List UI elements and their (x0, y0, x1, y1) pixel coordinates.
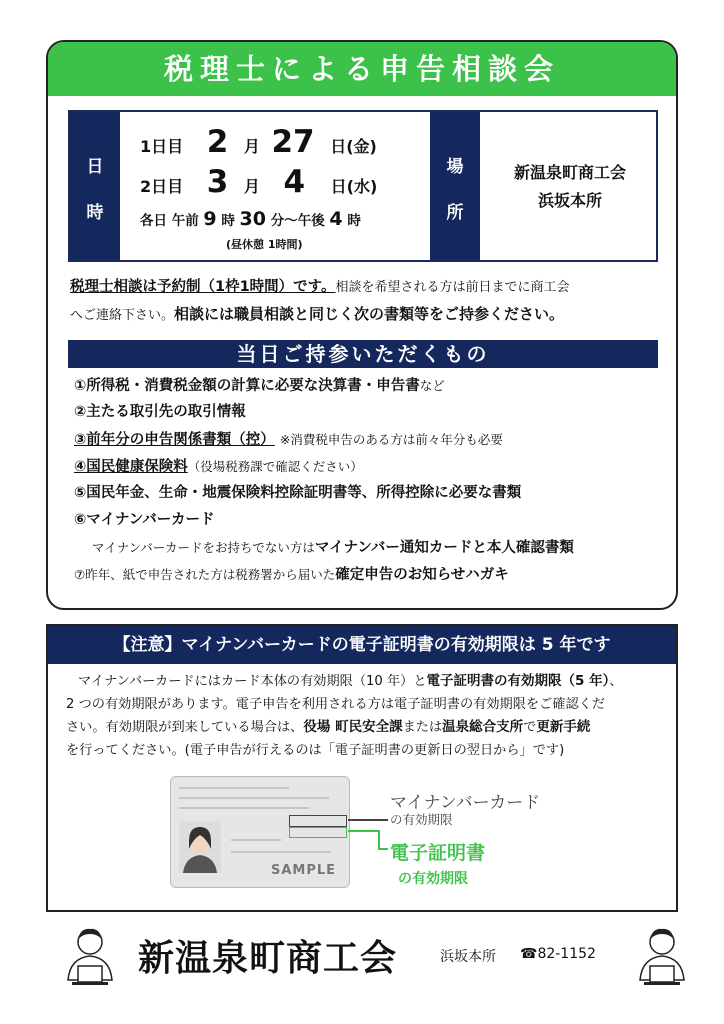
date-label-char-1: 日 (86, 157, 104, 177)
item-text: ③前年分の申告関係書類（控） (74, 432, 275, 448)
notice-bold: 役場 町民安全課 (303, 719, 403, 735)
notice-text: 、 (609, 674, 623, 689)
person-at-laptop-icon (58, 924, 122, 990)
item-text: ②主たる取引先の取引情報 (74, 404, 246, 420)
time-start-minute: 30 (239, 208, 266, 230)
day2-day: 4 (283, 164, 306, 200)
person-at-laptop-icon (630, 924, 694, 990)
list-item (74, 453, 664, 480)
reservation-text-2: へご連絡下さい。 (70, 308, 175, 323)
item-text: ⑥マイナンバーカード (74, 512, 215, 528)
time-end-unit: 時 (347, 213, 361, 229)
card-sample-mark: SAMPLE (271, 863, 337, 878)
day1-month-unit: 月 (243, 137, 260, 156)
notice-bold: 温泉総合支所 (442, 719, 524, 735)
item-text: ⑤国民年金、生命・地震保険料控除証明書等、所得控除に必要な書類 (74, 485, 522, 501)
item-note: ⑦昨年、紙で申告された方は税務署から届いた (74, 567, 336, 582)
day2-day-unit: 日(水) (330, 177, 378, 196)
list-item (74, 534, 664, 561)
item-note: マイナンバーカードをお持ちでない方は (92, 540, 315, 555)
list-item (74, 426, 664, 453)
time-row (140, 208, 361, 230)
day1-prefix: 1日目 (140, 137, 184, 156)
footer-org-name: 新温泉町商工会 (138, 938, 398, 979)
item-note: （役場税務課で確認ください） (187, 459, 363, 474)
schedule-table (68, 110, 658, 262)
reservation-text (70, 274, 660, 329)
item-text: マイナンバー通知カードと本人確認書類 (314, 540, 574, 556)
day1-row (140, 124, 377, 160)
mynumber-expiry-sublabel: の有効期限 (390, 812, 453, 827)
footer-branch: 浜坂本所 (440, 949, 496, 965)
place-name: 新温泉町商工会 (513, 163, 626, 182)
notice-text: さい。有効期限が到来している場合は、 (66, 720, 304, 735)
reservation-line-2 (70, 301, 660, 329)
bring-heading: 当日ご持参いただくもの (68, 340, 658, 368)
place-label-char-2: 所 (446, 203, 464, 223)
notice-line-2: 2 つの有効期限があります。電子申告を利用される方は電子証明書の有効期限をご確認くだ (66, 697, 606, 712)
date-label (70, 112, 120, 260)
time-end-hour: 4 (329, 208, 343, 230)
certificate-expiry-label: 電子証明書 (390, 842, 486, 864)
reservation-notice: 税理士相談は予約制（1枠1時間）です。 (70, 279, 336, 295)
day2-month: 3 (206, 164, 229, 200)
reservation-text-1: 相談を希望される方は前日までに商工会 (335, 280, 570, 295)
notice-heading: 【注意】マイナンバーカードの電子証明書の有効期限は 5 年です (48, 626, 676, 664)
day1-day-unit: 日(金) (330, 137, 377, 156)
notice-bold: 電子証明書の有効期限（5 年） (426, 673, 610, 689)
list-item (74, 561, 664, 588)
list-item (74, 480, 664, 507)
day2-row (140, 164, 377, 200)
mynumber-expiry-label: マイナンバーカード (390, 793, 541, 813)
bring-list (74, 372, 664, 588)
notice-text: マイナンバーカードにはカード本体の有効期限（10 年）と (78, 674, 427, 689)
list-item (74, 507, 664, 534)
item-text: ①所得税・消費税金額の計算に必要な決算書・申告書 (74, 378, 420, 394)
reservation-bring-note: 相談には職員相談と同じく次の書類等をご持参ください。 (174, 305, 565, 323)
card-photo (179, 821, 221, 873)
day1-month: 2 (206, 124, 229, 160)
day2-prefix: 2日目 (140, 177, 184, 196)
item-text: 確定申告のお知らせハガキ (335, 567, 509, 583)
break-note: (昼休憩 1時間) (226, 238, 303, 251)
notice-line-1 (66, 670, 662, 693)
place-label-char-1: 場 (446, 157, 464, 177)
time-hour-unit: 時 (221, 213, 235, 229)
mynumber-card-image (170, 776, 350, 888)
time-start-hour: 9 (203, 208, 217, 230)
date-details (122, 112, 428, 260)
page-title: 税理士による申告相談会 (48, 42, 676, 96)
reservation-line-1 (70, 274, 660, 301)
list-item (74, 372, 664, 399)
notice-line-3 (66, 716, 662, 739)
footer-phone: ☎82-1152 (520, 946, 596, 962)
notice-text: で (523, 720, 537, 735)
certificate-expiry-box (289, 827, 347, 838)
notice-box (46, 624, 678, 912)
event-panel (46, 40, 678, 610)
day2-month-unit: 月 (243, 177, 260, 196)
item-note: など (419, 378, 445, 393)
item-text: ④国民健康保険料 (74, 459, 188, 475)
notice-body (66, 670, 662, 762)
time-minute-unit: 分〜午後 (270, 213, 325, 229)
place-details (482, 112, 658, 260)
list-item (74, 399, 664, 426)
certificate-expiry-sublabel: の有効期限 (398, 871, 468, 887)
day1-day: 27 (271, 124, 315, 160)
notice-bold: 更新手続 (536, 719, 591, 735)
item-note: ※消費税申告のある方は前々年分も必要 (279, 432, 503, 447)
notice-line-4: を行ってください。(電子申告が行えるのは「電子証明書の更新日の翌日から」です) (66, 743, 565, 758)
date-label-char-2: 時 (86, 203, 104, 223)
time-prefix: 各日 午前 (140, 213, 199, 229)
place-branch: 浜坂本所 (537, 191, 602, 210)
place-label (430, 112, 480, 260)
notice-text: または (402, 720, 443, 735)
card-expiry-box (289, 815, 347, 827)
